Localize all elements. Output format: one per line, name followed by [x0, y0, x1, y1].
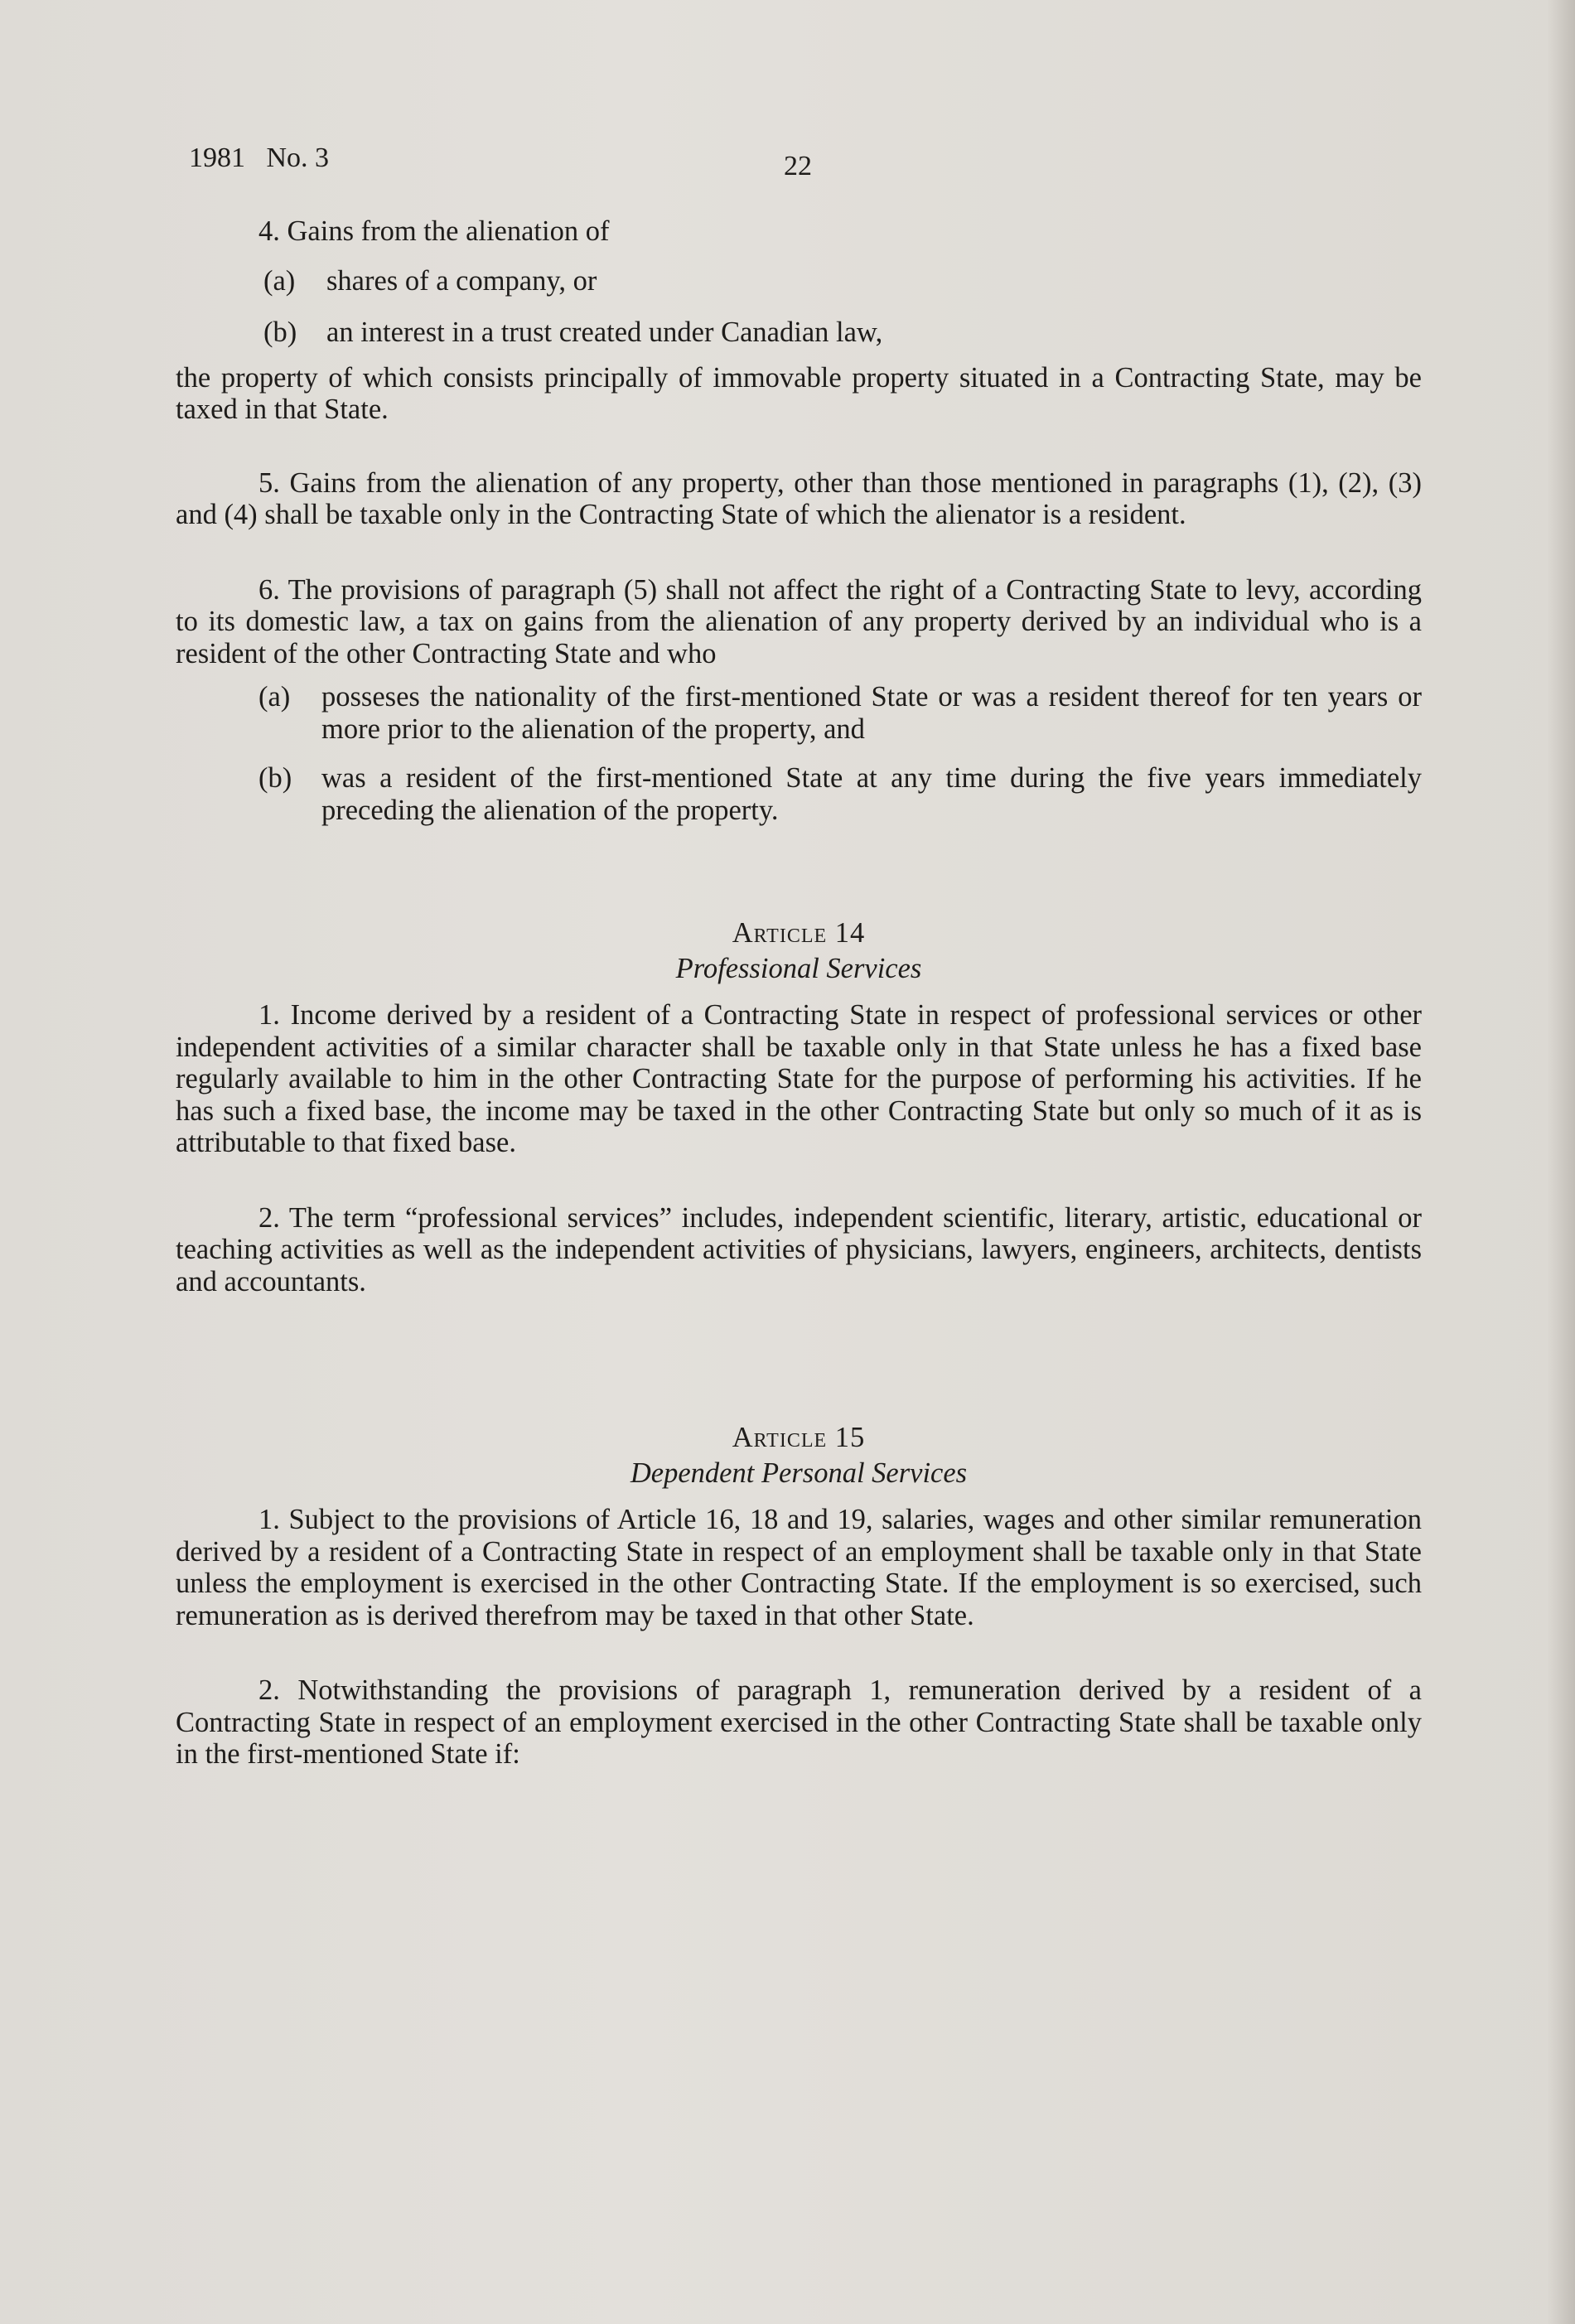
- page-edge-shadow: [1547, 0, 1575, 2324]
- article14-subtitle: Professional Services: [675, 952, 922, 984]
- header-year-number: 1981 No. 3: [189, 143, 330, 173]
- para6-item-b: [176, 762, 1422, 826]
- article15-subtitle: Dependent Personal Services: [630, 1457, 968, 1489]
- para6-item-a-text: posseses the nationality of the first-mentioned State or was a resident thereof for ten years or more prior to the alienation of the property, and: [321, 681, 1422, 745]
- document-body: [176, 215, 1422, 1771]
- para4-intro: 4. Gains from the alienation of: [258, 215, 610, 247]
- para4-item-b: [176, 316, 1422, 349]
- para6-item-b-text: was a resident of the first-mentioned State at any time during the five years immediately preceding the alienation of the property.: [321, 762, 1422, 826]
- article14-para1: 1. Income derived by a resident of a Contracting State in respect of professional services or other independent activities of a similar character shall be taxable only in that State unless he has a fixed base regularly available to him in the other Contracting State for the purpose of performing his activities. If he has such a fixed base, the income may be taxed in the other Contracting State but only so much of it as is attributable to that fixed base.: [176, 999, 1422, 1158]
- para4-item-b-text: an interest in a trust created under Canadian law,: [326, 316, 883, 348]
- para6-item-a-label: (a): [258, 681, 291, 713]
- para6-item-a: [176, 681, 1422, 745]
- para4-item-a-text: shares of a company, or: [326, 264, 597, 297]
- para4-item-a: [176, 265, 1422, 297]
- article14-title: Article 14: [732, 917, 866, 949]
- para4-closing: the property of which consists principally of immovable property situated in a Contracting State, may be taxed in that State.: [176, 361, 1422, 425]
- para4-item-a-label: (a): [263, 264, 296, 297]
- para4-item-b-label: (b): [263, 316, 297, 348]
- article15-para2: 2. Notwithstanding the provisions of paragraph 1, remuneration derived by a resident of a Contracting State in respect of an employment exercised in the other Contracting State shall be taxable only in the first-mentioned State if:: [176, 1674, 1422, 1770]
- article15-title: Article 15: [732, 1422, 866, 1453]
- article15-para1: 1. Subject to the provisions of Article 16, 18 and 19, salaries, wages and other similar remuneration derived by a resident of a Contracting State in respect of an employment shall be taxable only in that State unless the employment is exercised in the other Contracting State. If the employment is so exercised, such remuneration as is derived therefrom may be taxed in that other State.: [176, 1504, 1422, 1631]
- para6-intro: 6. The provisions of paragraph (5) shall not affect the right of a Contracting State to levy, according to its domestic law, a tax on gains from the alienation of any property derived by an individual who is a resident of the other Contracting State and who: [176, 573, 1422, 669]
- page-header: [189, 143, 1432, 184]
- para6-item-b-label: (b): [258, 762, 292, 794]
- page-number: 22: [784, 151, 812, 181]
- para5: 5. Gains from the alienation of any property, other than those mentioned in paragraphs (1), (2), (3) and (4) shall be taxable only in the Contracting State of which the alienator is a resident.: [176, 466, 1422, 530]
- article14-para2: 2. The term “professional services” includes, independent scientific, literary, artistic, educational or teaching activities as well as the independent activities of physicians, lawyers, engineers, architects, dentists and accountants.: [176, 1201, 1422, 1297]
